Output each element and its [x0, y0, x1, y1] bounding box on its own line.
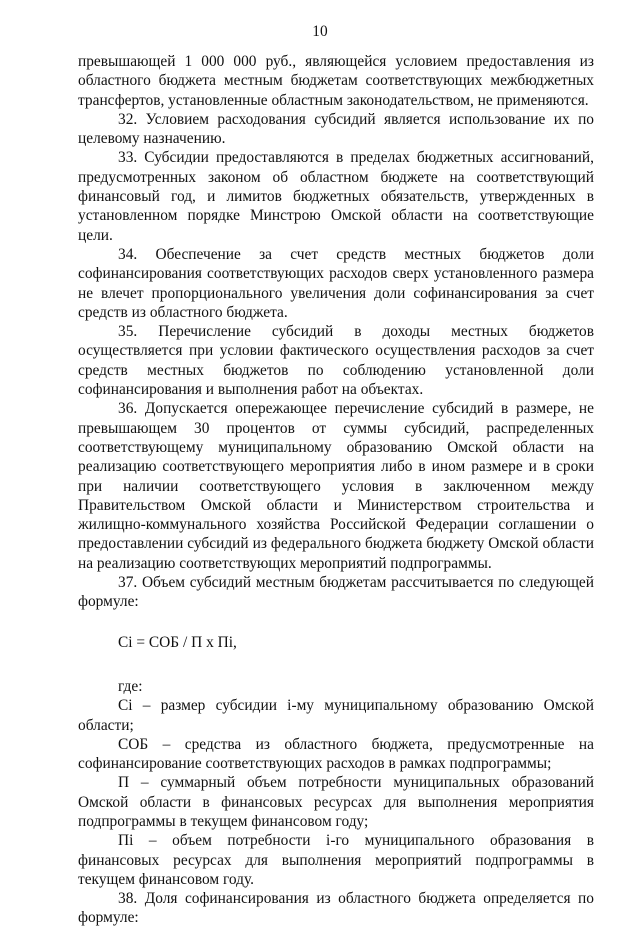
paragraph-35: 35. Перечисление субсидий в доходы местных бюджетов осуществляется при условии фактического осуществления расходов за счет средств местных бюджетов по соблюдению установленной доли софинансирования и выполнения работ на объектах.: [78, 323, 594, 399]
definition-p: П – суммарный объем потребности муниципальных образований Омской области в финансовых ресурсах для выполнения мероприятия подпрограммы в текущем финансовом году;: [78, 774, 594, 830]
definition-pi: Пi – объем потребности i-го муниципального образования в финансовых ресурсах для выполнения мероприятий подпрограммы в текущем финансовом году.: [78, 832, 594, 888]
page-number: 10: [312, 23, 328, 40]
where-label: где:: [118, 677, 143, 695]
definition-sob: СОБ – средства из областного бюджета, предусмотренные на софинансирование соответствующих расходов в рамках подпрограммы;: [78, 735, 594, 773]
paragraph-33: 33. Субсидии предоставляются в пределах бюджетных ассигнований, предусмотренных законом об областном бюджете на соответствующий финансовый год, и лимитов бюджетных обязательств, утвержденных в установленном порядке Минстрою Омской области на соответствующие цели.: [78, 149, 594, 244]
paragraph-38: 38. Доля софинансирования из областного бюджета определяется по формуле:: [78, 890, 594, 927]
paragraph-32: 32. Условием расходования субсидий является использование их по целевому назначению.: [78, 110, 594, 148]
paragraph-34: 34. Обеспечение за счет средств местных бюджетов доли софинансирования соответствующих расходов сверх установленного размера не влечет пропорционального увеличения доли софинансирования за счет средств из областного бюджета.: [78, 245, 594, 321]
paragraph-continuation: превышающей 1 000 000 руб., являющейся условием предоставления из областного бюджета местным бюджетам соответствующих межбюджетных трансфертов, установленные областным законодательством, не применяются.: [78, 53, 594, 109]
definition-ci: Ci – размер субсидии i-му муниципальному образованию Омской области;: [78, 697, 594, 734]
paragraph-36: 36. Допускается опережающее перечисление субсидий в размере, не превышающем 30 процентов от суммы субсидий, распределенных соответствующему муниципальному образованию Омской области на реализацию соответствующего мероприятия либо в ином размере и в сроки при наличии соответствующего условия в заключенном между Правительством Омской области и Министерством строительства и жилищно-коммунального хозяйства Российской Федерации соглашении о предоставлении субсидий из федерального бюджета бюджету Омской области на реализацию соответствующих мероприятий подпрограммы.: [78, 400, 594, 572]
document-body: [78, 52, 594, 928]
formula: Ci = СОБ / П х Пi,: [118, 633, 237, 651]
paragraph-37: 37. Объем субсидий местным бюджетам рассчитывается по следующей формуле:: [78, 574, 594, 611]
